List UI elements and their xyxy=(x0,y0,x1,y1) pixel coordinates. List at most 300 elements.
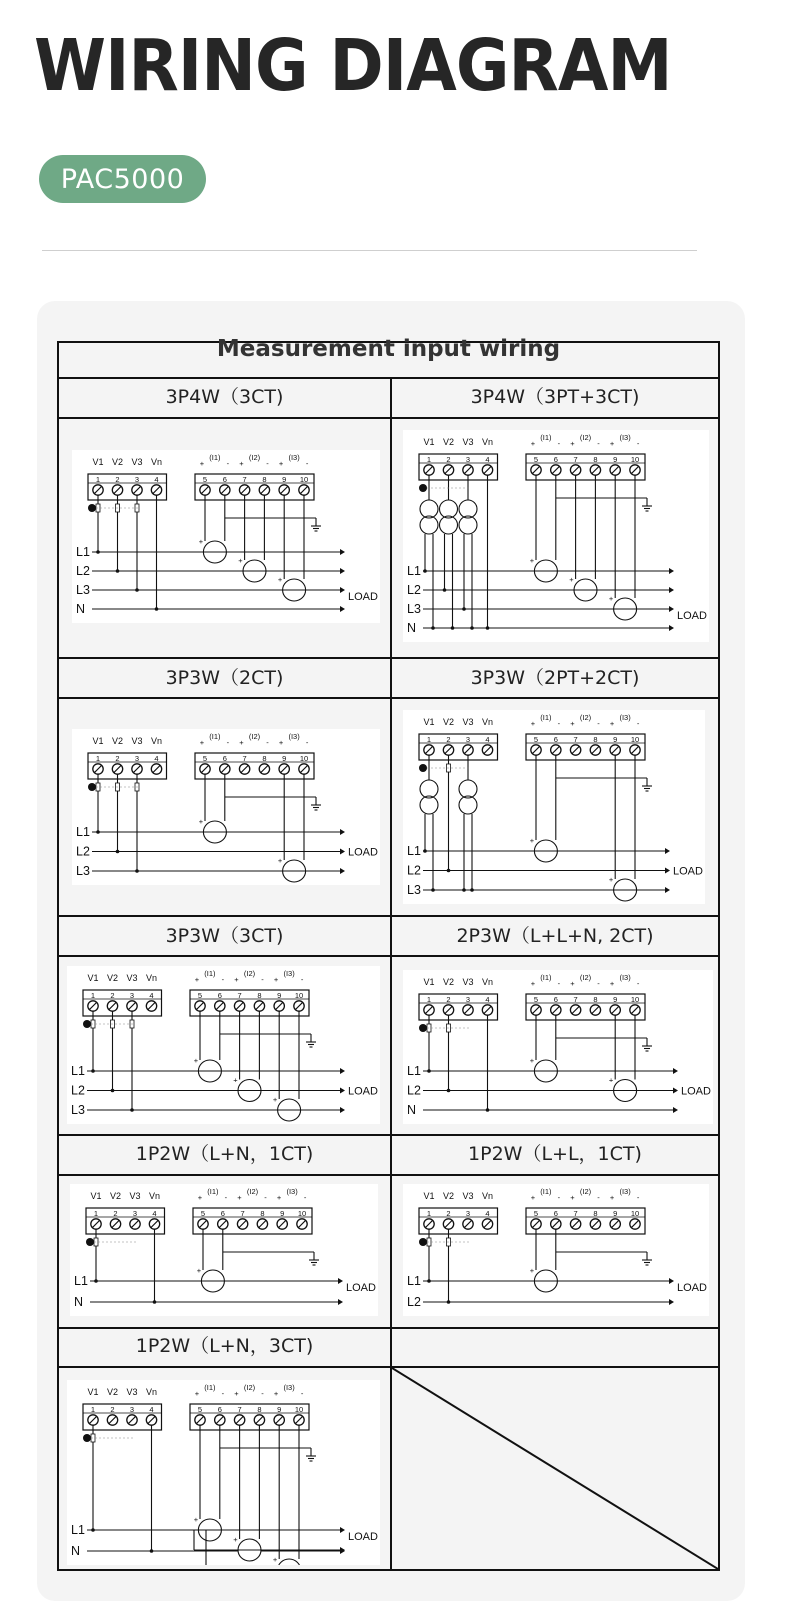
ct-polarity-plus: + xyxy=(277,856,283,865)
polarity-plus: + xyxy=(199,738,205,747)
current-group-label: (I1) xyxy=(209,732,221,741)
terminal-number: 7 xyxy=(242,754,247,763)
voltage-terminal-label: V1 xyxy=(423,717,435,727)
terminal-number: 9 xyxy=(613,455,618,464)
terminal-number: 6 xyxy=(222,475,227,484)
voltage-terminal-label: V1 xyxy=(423,977,435,987)
voltage-terminal-label: V3 xyxy=(131,736,143,746)
fuse-marker-label: A xyxy=(420,1023,426,1033)
terminal-number: 3 xyxy=(465,455,471,464)
pt-transformer xyxy=(459,516,477,534)
terminal-number: 2 xyxy=(113,1209,118,1218)
polarity-plus: + xyxy=(570,1193,575,1202)
terminal-number: 2 xyxy=(115,754,120,763)
arrow-icon xyxy=(669,1299,674,1305)
polarity-plus: + xyxy=(234,1389,239,1398)
current-terminal-block xyxy=(526,734,645,760)
cell-title-2p3w: 2P3W（L+L+N, 2CT) xyxy=(456,925,654,947)
wiring-diagram-1p2w-ln-3ct xyxy=(67,1380,380,1565)
terminal-number: 4 xyxy=(485,455,490,464)
current-group-label: (I3) xyxy=(619,973,631,982)
current-group-label: (I3) xyxy=(283,969,295,978)
polarity-minus: - xyxy=(636,719,640,728)
terminal-number: 10 xyxy=(294,1405,304,1414)
empty-cell-diagonal xyxy=(392,1368,718,1569)
polarity-plus: + xyxy=(194,975,200,984)
fuse-marker-label: A xyxy=(87,1237,93,1247)
load-label: LOAD xyxy=(348,846,378,859)
polarity-plus: + xyxy=(237,1193,242,1202)
arrow-icon xyxy=(673,1107,678,1113)
line-label-l1: L1 xyxy=(407,564,421,578)
current-terminal-block xyxy=(526,454,645,480)
ct-polarity-plus: + xyxy=(529,556,535,565)
polarity-minus: - xyxy=(303,1193,307,1202)
voltage-terminal-label: Vn xyxy=(145,973,158,983)
terminal-number: 2 xyxy=(446,995,451,1004)
terminal-number: 4 xyxy=(154,475,159,484)
table-divider xyxy=(57,417,720,419)
terminal-number: 7 xyxy=(242,475,247,484)
arrow-icon xyxy=(340,868,345,874)
terminal-number: 6 xyxy=(222,754,227,763)
polarity-minus: - xyxy=(305,738,309,747)
terminal-number: 4 xyxy=(485,995,490,1004)
line-label-l2: L2 xyxy=(407,863,421,878)
arrow-icon xyxy=(340,829,345,835)
current-terminal-block xyxy=(193,1208,312,1234)
polarity-minus: - xyxy=(300,975,304,984)
voltage-terminal-label: Vn xyxy=(481,437,494,447)
current-group-label: (I1) xyxy=(207,1187,219,1196)
cell-title-1p2w-ln-1ct: 1P2W（L+N，1CT) xyxy=(135,1143,314,1165)
terminal-number: 10 xyxy=(299,754,309,763)
polarity-plus: + xyxy=(239,738,244,747)
arrow-icon xyxy=(340,1527,345,1533)
line-label-n: N xyxy=(407,621,417,635)
voltage-terminal-label: V2 xyxy=(106,1387,119,1397)
current-group-label: (I1) xyxy=(540,1187,552,1196)
polarity-plus: + xyxy=(278,738,284,747)
arrow-icon xyxy=(338,1278,343,1284)
wiring-diagram-3p3w-2ct xyxy=(72,729,380,885)
arrow-icon xyxy=(340,849,345,855)
line-label-n: N xyxy=(407,1103,417,1117)
fuse-marker-label: A xyxy=(89,503,95,513)
voltage-terminal-label: V2 xyxy=(111,736,124,746)
table-title: Measurement input wiring xyxy=(216,336,561,362)
load-label: LOAD xyxy=(673,865,703,878)
voltage-terminal-label: V1 xyxy=(90,1191,102,1201)
terminal-number: 5 xyxy=(197,991,203,1000)
arrow-icon xyxy=(340,1068,345,1074)
fuse-marker-label: A xyxy=(420,1237,426,1247)
terminal-number: 1 xyxy=(426,995,432,1004)
terminal-number: 9 xyxy=(613,735,618,744)
cell-title-empty xyxy=(392,1327,718,1365)
table-divider xyxy=(57,955,720,957)
terminal-number: 5 xyxy=(533,735,539,744)
line-label-n: N xyxy=(74,1295,84,1309)
terminal-number: 1 xyxy=(93,1209,99,1218)
ct-polarity-plus: + xyxy=(198,817,204,826)
terminal-number: 7 xyxy=(237,991,242,1000)
current-group-label: (I2) xyxy=(248,732,261,741)
polarity-plus: + xyxy=(570,979,575,988)
terminal-number: 6 xyxy=(220,1209,225,1218)
polarity-minus: - xyxy=(305,459,309,468)
current-group-label: (I3) xyxy=(619,1187,631,1196)
pt-transformer xyxy=(420,780,438,798)
current-group-label: (I2) xyxy=(248,453,261,462)
voltage-terminal-label: V3 xyxy=(129,1191,141,1201)
arrow-icon xyxy=(669,568,674,574)
load-label: LOAD xyxy=(677,1282,707,1294)
line-label-l1: L1 xyxy=(407,1064,421,1078)
table-divider xyxy=(57,1174,720,1176)
terminal-number: 3 xyxy=(134,754,140,763)
ct-polarity-plus: + xyxy=(233,1535,238,1544)
voltage-terminal-label: V3 xyxy=(126,1387,138,1397)
polarity-minus: - xyxy=(597,1193,600,1202)
terminal-number: 7 xyxy=(573,995,578,1004)
voltage-terminal-label: Vn xyxy=(148,1191,161,1201)
divider xyxy=(42,250,697,251)
polarity-minus: - xyxy=(636,1193,640,1202)
terminal-number: 8 xyxy=(593,735,598,744)
arrow-icon xyxy=(340,606,345,612)
polarity-minus: - xyxy=(636,439,640,448)
ct-polarity-plus: + xyxy=(608,875,614,884)
terminal-number: 7 xyxy=(573,1209,578,1218)
terminal-number: 5 xyxy=(533,1209,539,1218)
page-title: WIRING DIAGRAM xyxy=(34,24,672,107)
voltage-terminal-label: V1 xyxy=(423,1191,435,1201)
terminal-number: 2 xyxy=(446,1209,451,1218)
terminal-number: 4 xyxy=(149,1405,154,1414)
arrow-icon xyxy=(340,1107,345,1113)
current-group-label: (I2) xyxy=(579,713,592,722)
voltage-terminal-label: V2 xyxy=(442,437,455,447)
ct-polarity-plus: + xyxy=(529,1056,535,1065)
arrow-icon xyxy=(665,887,670,893)
current-group-label: (I3) xyxy=(286,1187,298,1196)
voltage-terminal-label: V2 xyxy=(111,457,124,467)
voltage-terminal-label: Vn xyxy=(481,1191,494,1201)
polarity-plus: + xyxy=(197,1193,203,1202)
polarity-minus: - xyxy=(261,975,264,984)
polarity-minus: - xyxy=(221,1389,225,1398)
polarity-minus: - xyxy=(557,439,561,448)
polarity-minus: - xyxy=(557,1193,561,1202)
line-label-n: N xyxy=(71,1544,81,1558)
terminal-number: 10 xyxy=(630,995,640,1004)
model-badge: PAC5000 xyxy=(39,155,206,203)
line-label-l1: L1 xyxy=(76,825,90,839)
pt-transformer xyxy=(420,500,438,518)
arrow-icon xyxy=(340,1088,345,1094)
voltage-terminal-label: V2 xyxy=(109,1191,122,1201)
load-label: LOAD xyxy=(681,1085,711,1098)
current-terminal-block xyxy=(190,990,309,1016)
cell-title-3p3w-2ct: 3P3W（2CT) xyxy=(165,667,284,689)
pt-transformer xyxy=(420,516,438,534)
wiring-diagram-1p2w-ll-1ct xyxy=(403,1184,709,1316)
terminal-number: 2 xyxy=(446,735,451,744)
arrow-icon xyxy=(669,625,674,631)
line-label-l1: L1 xyxy=(407,844,421,858)
polarity-plus: + xyxy=(234,975,239,984)
voltage-terminal-label: Vn xyxy=(150,736,163,746)
terminal-number: 2 xyxy=(110,1405,115,1414)
wiring-diagram-2p3w xyxy=(403,970,713,1124)
terminal-number: 10 xyxy=(297,1209,307,1218)
terminal-number: 6 xyxy=(217,991,222,1000)
terminal-number: 6 xyxy=(217,1405,222,1414)
wiring-diagram-3p4w-3pt-3ct xyxy=(403,430,709,642)
line-label-l2: L2 xyxy=(76,564,90,578)
polarity-plus: + xyxy=(530,979,536,988)
terminal-number: 8 xyxy=(262,754,267,763)
polarity-minus: - xyxy=(266,459,269,468)
terminal-number: 3 xyxy=(129,1405,135,1414)
polarity-plus: + xyxy=(609,979,615,988)
load-label: LOAD xyxy=(348,1085,378,1098)
current-group-label: (I1) xyxy=(204,969,216,978)
terminal-number: 6 xyxy=(553,735,558,744)
terminal-number: 5 xyxy=(200,1209,206,1218)
terminal-number: 8 xyxy=(260,1209,265,1218)
terminal-number: 10 xyxy=(630,735,640,744)
terminal-number: 1 xyxy=(90,1405,96,1414)
voltage-terminal-label: V1 xyxy=(92,457,104,467)
ct-polarity-plus: + xyxy=(277,575,283,584)
voltage-terminal-label: V3 xyxy=(131,457,143,467)
terminal-number: 9 xyxy=(277,991,282,1000)
line-label-l3: L3 xyxy=(407,602,421,616)
polarity-minus: - xyxy=(597,719,600,728)
voltage-terminal-label: V1 xyxy=(423,437,435,447)
terminal-number: 4 xyxy=(149,991,154,1000)
voltage-terminal-label: V2 xyxy=(106,973,119,983)
terminal-number: 9 xyxy=(280,1209,285,1218)
terminal-number: 8 xyxy=(257,1405,262,1414)
ct-polarity-plus: + xyxy=(196,1266,202,1275)
polarity-plus: + xyxy=(530,719,536,728)
polarity-plus: + xyxy=(276,1193,282,1202)
terminal-number: 5 xyxy=(202,754,208,763)
line-label-l3: L3 xyxy=(71,1103,85,1117)
voltage-terminal-label: V1 xyxy=(87,1387,99,1397)
fuse-marker-label: A xyxy=(89,782,95,792)
terminal-number: 9 xyxy=(277,1405,282,1414)
ct-polarity-plus: + xyxy=(529,1266,535,1275)
polarity-minus: - xyxy=(636,979,640,988)
arrow-icon xyxy=(340,568,345,574)
arrow-icon xyxy=(669,606,674,612)
pt-transformer xyxy=(440,500,458,518)
arrow-icon xyxy=(340,587,345,593)
polarity-plus: + xyxy=(609,719,615,728)
line-label-l3: L3 xyxy=(76,583,90,597)
current-terminal-block xyxy=(195,753,314,779)
table-divider xyxy=(57,697,720,699)
ct-polarity-plus: + xyxy=(193,1515,199,1524)
terminal-number: 8 xyxy=(593,995,598,1004)
terminal-number: 10 xyxy=(630,1209,640,1218)
polarity-plus: + xyxy=(530,1193,536,1202)
terminal-number: 8 xyxy=(262,475,267,484)
current-group-label: (I2) xyxy=(243,1383,256,1392)
voltage-terminal-label: V3 xyxy=(462,1191,474,1201)
fuse-marker-label: A xyxy=(420,483,426,493)
pt-transformer xyxy=(459,796,477,814)
voltage-terminal-label: V2 xyxy=(442,717,455,727)
voltage-terminal-label: V3 xyxy=(126,973,138,983)
cell-title-1p2w-ll-1ct: 1P2W（L+L，1CT) xyxy=(468,1143,642,1165)
terminal-number: 3 xyxy=(129,991,135,1000)
terminal-number: 10 xyxy=(299,475,309,484)
current-group-label: (I3) xyxy=(288,732,300,741)
terminal-number: 8 xyxy=(593,455,598,464)
arrow-icon xyxy=(338,1299,343,1305)
terminal-number: 3 xyxy=(465,1209,471,1218)
line-label-l1: L1 xyxy=(74,1274,88,1288)
pt-transformer xyxy=(440,516,458,534)
terminal-number: 7 xyxy=(573,735,578,744)
terminal-number: 5 xyxy=(533,995,539,1004)
line-label-l1: L1 xyxy=(407,1274,421,1288)
terminal-number: 9 xyxy=(282,754,287,763)
load-label: LOAD xyxy=(346,1282,376,1294)
line-label-l2: L2 xyxy=(71,1083,85,1098)
polarity-minus: - xyxy=(226,738,230,747)
terminal-number: 4 xyxy=(152,1209,157,1218)
voltage-terminal-label: Vn xyxy=(481,717,494,727)
terminal-number: 5 xyxy=(197,1405,203,1414)
cell-title-1p2w-ln-3ct: 1P2W（L+N，3CT) xyxy=(135,1335,314,1357)
arrow-icon xyxy=(669,1278,674,1284)
cell-title-3p4w-3ct: 3P4W（3CT) xyxy=(165,386,284,408)
line-label-l2: L2 xyxy=(407,583,421,597)
voltage-terminal-label: V2 xyxy=(442,1191,455,1201)
current-group-label: (I2) xyxy=(243,969,256,978)
line-label-l1: L1 xyxy=(71,1064,85,1078)
cell-title-3p3w-2pt-2ct: 3P3W（2PT+2CT) xyxy=(470,667,640,689)
voltage-terminal-label: Vn xyxy=(150,457,163,467)
terminal-number: 8 xyxy=(593,1209,598,1218)
polarity-plus: + xyxy=(239,459,244,468)
terminal-number: 4 xyxy=(485,1209,490,1218)
line-label-l3: L3 xyxy=(76,864,90,878)
terminal-number: 7 xyxy=(240,1209,245,1218)
polarity-minus: - xyxy=(226,459,230,468)
ct-polarity-plus: + xyxy=(608,594,614,603)
ct-polarity-plus: + xyxy=(193,1056,199,1065)
ct-polarity-plus: + xyxy=(569,575,574,584)
voltage-terminal-label: Vn xyxy=(145,1387,158,1397)
fuse-marker-label: A xyxy=(420,763,426,773)
terminal-number: 10 xyxy=(294,991,304,1000)
wiring-diagram-1p2w-ln-1ct xyxy=(70,1184,378,1316)
terminal-number: 9 xyxy=(613,995,618,1004)
terminal-number: 6 xyxy=(553,455,558,464)
wiring-diagram-3p3w-3ct xyxy=(67,966,380,1124)
current-group-label: (I2) xyxy=(579,973,592,982)
current-group-label: (I3) xyxy=(283,1383,295,1392)
current-transformer xyxy=(278,1559,301,1565)
current-group-label: (I1) xyxy=(204,1383,216,1392)
current-terminal-block xyxy=(526,1208,645,1234)
arrow-icon xyxy=(665,868,670,874)
voltage-terminal-label: V1 xyxy=(87,973,99,983)
ct-polarity-plus: + xyxy=(529,836,535,845)
current-group-label: (I3) xyxy=(619,433,631,442)
polarity-plus: + xyxy=(199,459,205,468)
terminal-number: 7 xyxy=(573,455,578,464)
polarity-minus: - xyxy=(597,979,600,988)
polarity-minus: - xyxy=(557,979,561,988)
line-label-l2: L2 xyxy=(76,844,90,859)
wiring-diagram-3p3w-2pt-2ct xyxy=(403,710,705,904)
terminal-number: 2 xyxy=(115,475,120,484)
cell-title-3p3w-3ct: 3P3W（3CT) xyxy=(165,925,284,947)
polarity-minus: - xyxy=(300,1389,304,1398)
terminal-number: 2 xyxy=(446,455,451,464)
terminal-number: 10 xyxy=(630,455,640,464)
polarity-plus: + xyxy=(194,1389,200,1398)
voltage-terminal-label: V2 xyxy=(442,977,455,987)
terminal-number: 3 xyxy=(465,995,471,1004)
polarity-plus: + xyxy=(609,439,615,448)
load-label: LOAD xyxy=(348,1531,378,1543)
line-label-l2: L2 xyxy=(407,1295,421,1309)
current-group-label: (I1) xyxy=(209,453,221,462)
terminal-number: 1 xyxy=(426,735,432,744)
current-group-label: (I1) xyxy=(540,973,552,982)
terminal-number: 1 xyxy=(90,991,96,1000)
polarity-plus: + xyxy=(278,459,284,468)
pt-transformer xyxy=(420,796,438,814)
terminal-number: 3 xyxy=(134,475,140,484)
current-group-label: (I2) xyxy=(579,433,592,442)
current-group-label: (I1) xyxy=(540,433,552,442)
polarity-minus: - xyxy=(597,439,600,448)
ct-polarity-plus: + xyxy=(608,1075,614,1085)
current-group-label: (I2) xyxy=(246,1187,259,1196)
polarity-minus: - xyxy=(557,719,561,728)
polarity-minus: - xyxy=(266,738,269,747)
voltage-terminal-label: V1 xyxy=(92,736,104,746)
polarity-plus: + xyxy=(570,719,575,728)
arrow-icon xyxy=(673,1088,678,1094)
terminal-number: 5 xyxy=(533,455,539,464)
polarity-plus: + xyxy=(273,975,279,984)
polarity-plus: + xyxy=(530,439,536,448)
line-label-l1: L1 xyxy=(71,1523,85,1537)
wiring-diagram-3p4w-3ct xyxy=(72,450,380,623)
terminal-number: 1 xyxy=(426,1209,432,1218)
cell-title-3p4w-3pt-3ct: 3P4W（3PT+3CT) xyxy=(470,386,640,408)
line-label-l2: L2 xyxy=(407,1083,421,1098)
voltage-terminal-label: V3 xyxy=(462,977,474,987)
fuse-marker-label: A xyxy=(84,1433,90,1443)
load-label: LOAD xyxy=(677,610,707,622)
polarity-minus: - xyxy=(264,1193,267,1202)
polarity-minus: - xyxy=(221,975,225,984)
voltage-terminal-label: V3 xyxy=(462,437,474,447)
ct-polarity-plus: + xyxy=(272,1555,278,1564)
